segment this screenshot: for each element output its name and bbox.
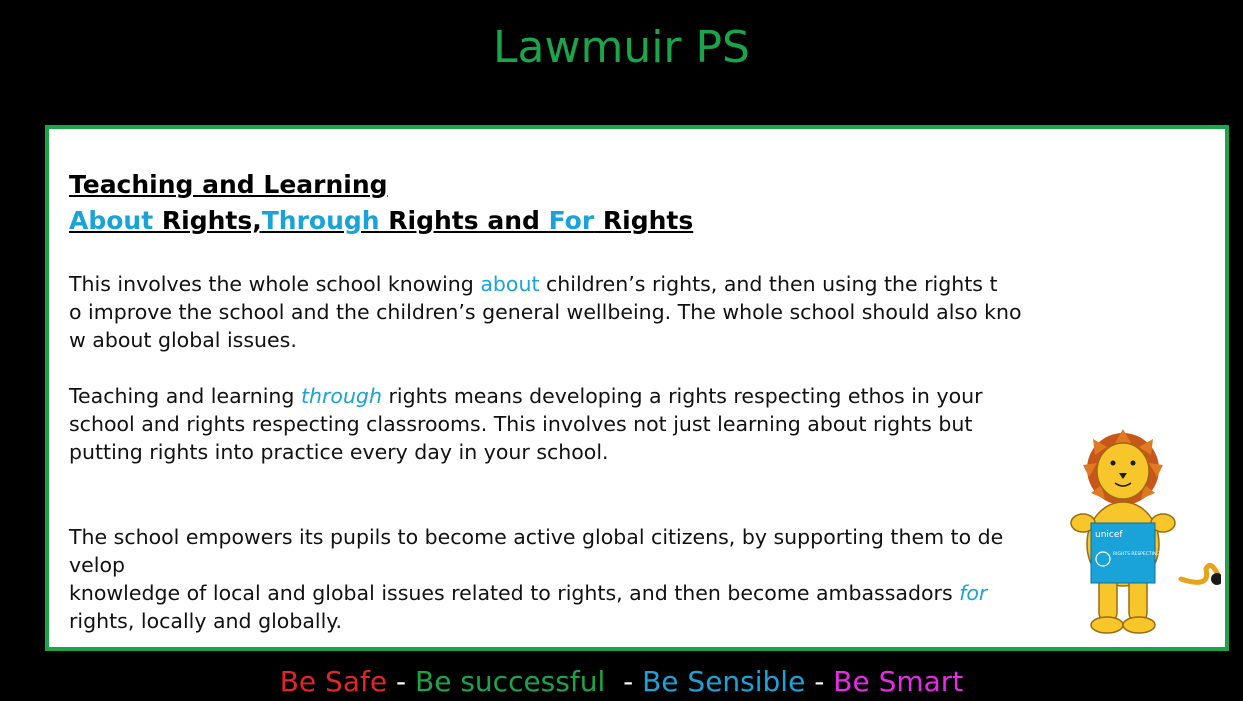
badge-caption-text: RIGHTS RESPECTING SCHOOLS xyxy=(1113,552,1184,557)
heading-line-1: Teaching and Learning xyxy=(69,170,388,199)
text-span: children’s rights, and then using the rights t xyxy=(539,272,998,296)
heading-through: Through xyxy=(261,206,380,235)
badge-brand-text: unicef xyxy=(1095,530,1123,540)
heading-for: For xyxy=(548,206,595,235)
heading-about: About xyxy=(69,206,154,235)
motto-safe: Be Safe xyxy=(279,665,388,698)
paragraph-line: rights, locally and globally. xyxy=(69,609,343,633)
motto-separator: - xyxy=(623,665,634,698)
lion-mascot-icon xyxy=(1061,429,1221,639)
paragraph-line: The school empowers its pupils to become active global citizens, by supporting them to de xyxy=(69,525,1004,549)
paragraph-line xyxy=(69,382,1064,410)
paragraph-line xyxy=(69,579,1064,607)
motto-separator: - xyxy=(814,665,825,698)
paragraph-line: velop xyxy=(69,553,125,577)
school-motto xyxy=(0,664,1243,700)
site-title: Lawmuir PS xyxy=(493,22,750,73)
paragraph-line: w about global issues. xyxy=(69,328,297,352)
text-span: knowledge of local and global issues related to rights, and then become ambassadors xyxy=(69,581,960,605)
motto-successful: Be successful xyxy=(415,665,606,698)
motto-smart: Be Smart xyxy=(833,665,964,698)
paragraph-through xyxy=(69,382,1064,466)
text-span: rights means developing a rights respecting ethos in your xyxy=(381,384,983,408)
paragraph-line: school and rights respecting classrooms. This involves not just learning about rights but xyxy=(69,412,973,436)
paragraph-for xyxy=(69,523,1064,635)
paragraph-line xyxy=(69,270,1064,298)
heading-rights-and: Rights and xyxy=(379,206,549,235)
for-keyword: for xyxy=(959,581,988,605)
text-span: Teaching and learning xyxy=(69,384,301,408)
motto-sensible: Be Sensible xyxy=(642,665,806,698)
content-panel xyxy=(45,125,1229,651)
motto-separator: - xyxy=(395,665,407,698)
heading-rights-end: Rights xyxy=(594,206,694,235)
text-span: This involves the whole school knowing xyxy=(69,272,481,296)
section-heading xyxy=(69,167,693,239)
about-keyword: about xyxy=(480,272,540,296)
paragraph-line: o improve the school and the children’s general wellbeing. The whole school should also kno xyxy=(69,300,1022,324)
heading-rights-comma: Rights, xyxy=(153,206,262,235)
paragraph-line: putting rights into practice every day in your school. xyxy=(69,440,609,464)
paragraph-about xyxy=(69,270,1064,354)
through-keyword: through xyxy=(300,384,382,408)
heading-line-2 xyxy=(69,203,693,239)
